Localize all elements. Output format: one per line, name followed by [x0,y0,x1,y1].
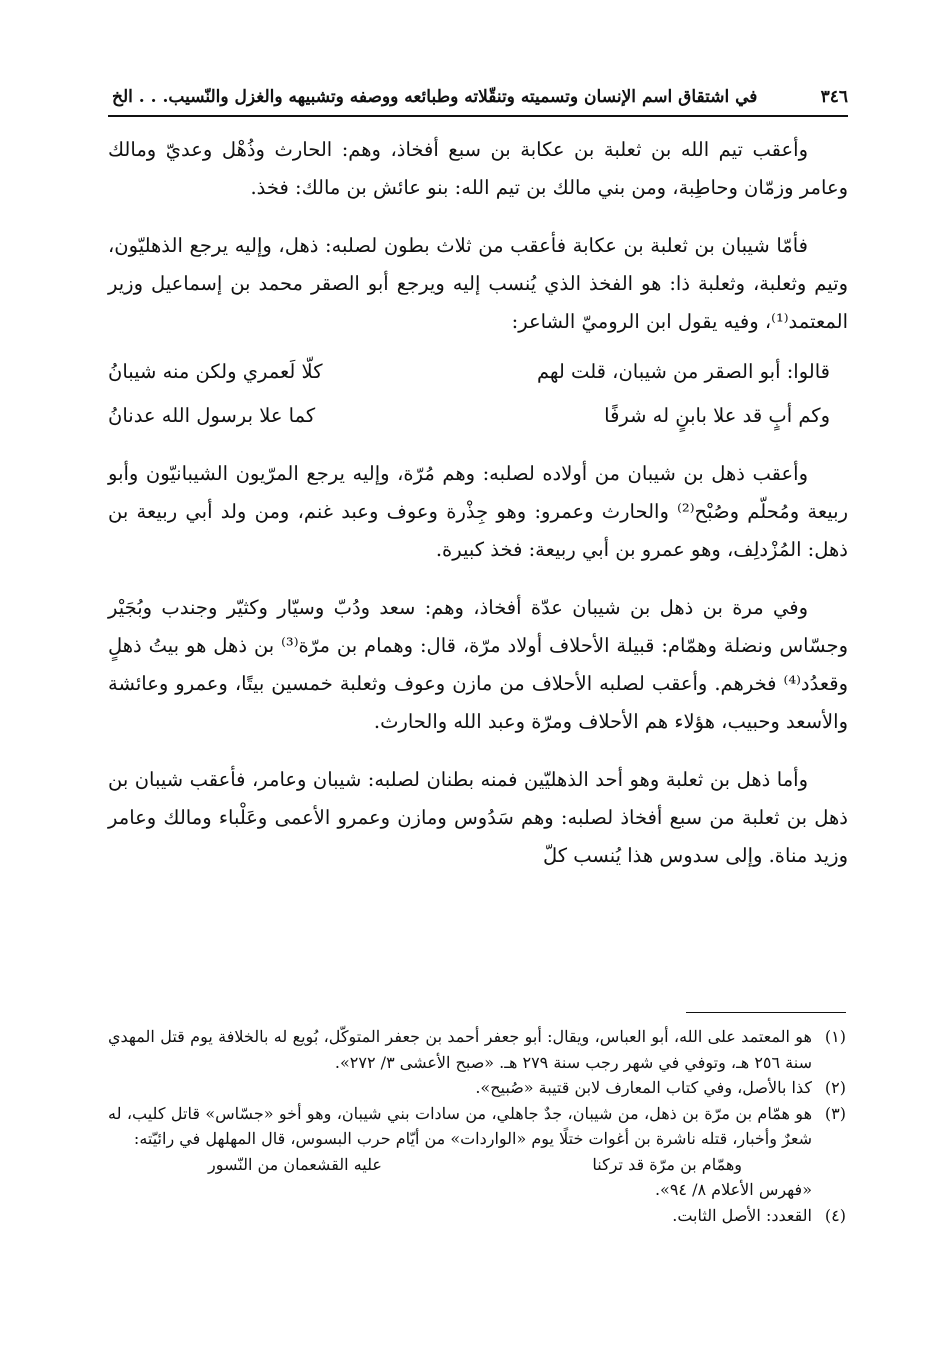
page-header [112,84,848,110]
paragraph-3: وأعقب ذهل بن شيبان من أولاده لصلبه: وهم مُرّة، وإليه يرجع المرّيون الشيبانيّون وأبو ربيعة ومُحلّم وصُبْح⁽²⁾ والحارث وعمرو: وهو جِذْرة وعوف وعبد غنم، ومن ولد أبي ربيعة بن ذهل: المُزْدلِف، وهو عمرو بن أبي ربيعة: فخذ كبيرة. [108,462,848,561]
footnote-text: هو المعتمد على الله، أبو العباس، ويقال: أبو جعفر أحمد بن جعفر المتوكّل، بُويع له بالخلافة يوم قتل المهدي سنة ٢٥٦ هـ، وتوفي في شهر رجب سنة ٢٧٩ هـ. «صبح الأعشى ٣/ ٢٧٢». [108,1027,812,1072]
paragraph-5: وأما ذهل بن ثعلبة وهو أحد الذهليّين فمنه بطنان لصلبه: شيبان وعامر، فأعقب شيبان بن ذهل بن ثعلبة من سبع أفخاذ لصلبه: وهم سَدُوس ومازن وعمرو الأعمى وعَلْباء ومالك وعامر وزيد مناة. وإلى سدوس هذا يُنسب كلّ [108,768,848,867]
footnote-text: كذا بالأصل، وفي كتاب المعارف لابن قتيبة «صُبيح». [475,1078,812,1097]
footnote-verse-second: عليه القشعمان من النّسور [208,1154,382,1174]
footnote-text: هو همّام بن مرّة بن ذهل، من شيبان، جدٌ جاهلي، من سادات بني شيبان، وهو أخو «جسّاس» قاتل كليب، له شعرٌ وأخبار، قتله ناشرة بن أغوات ختلًا يوم «الواردات» من أيّام حرب البسوس، قال المهلهل في رائيّته: [108,1103,812,1148]
header-divider [108,115,848,117]
footnote-source: «فهرس الأعلام ٨/ ٩٤». [654,1180,812,1199]
footnote-divider [686,1012,846,1013]
main-text [108,131,848,875]
footnote-1 [108,1024,846,1075]
verse-2-first-hemistich: وكم أبٍ قد علا بابنٍ له شرفًا [604,404,830,427]
verse-1-second-hemistich: كلّا لَعمري ولكن منه شيبانُ [108,360,323,383]
footnote-number: (٣) [824,1103,846,1123]
verse-2-second-hemistich: كما علا برسول الله عدنانُ [108,404,316,427]
footnote-number: (٢) [824,1078,846,1097]
footnote-2 [108,1075,846,1101]
footnote-4 [108,1203,846,1229]
footnote-verse-first: وهمّام بن مرّة قد تركنا [592,1154,742,1174]
footnote-number: (٤) [824,1205,846,1225]
footnote-verse [108,1152,812,1178]
footnote-text: القعدد: الأصل الثابت. [672,1205,812,1225]
paragraph-2: فأمّا شيبان بن ثعلبة بن عكابة فأعقب من ثلاث بطون لصلبه: ذهل، وإليه يرجع الذهليّون، وتيم وثعلبة، وثعلبة ذا: هو الفخذ الذي يُنسب إليه ويرجع أبو الصقر محمد بن إسماعيل وزير المعتمد⁽¹⁾، وفيه يقول ابن الروميّ الشاعر: [108,234,848,333]
paragraph-4: وفي مرة بن ذهل بن شيبان عدّة أفخاذ، وهم: سعد ودُبّ وسيّار وكثيّر وجندب وبُجَيْر وجسّاس ونضلة وهمّام: قبيلة الأحلاف أولاد مرّة، قال: وهمام بن مرّة⁽³⁾ بن ذهل هو بيتُ ذهلٍ وقعدُد⁽⁴⁾ فخرهم. وأعقب لصلبه الأحلاف من مازن وعوف وثعلبة خمسين بيتًا، وعمرو وعائشة والأسعد وحبيب، هؤلاء هم الأحلاف ومرّة وعبد الله والحارث. [108,596,848,733]
running-title: في اشتقاق اسم الإنسان وتسميته وتنقّلاته وطبائعه ووصفه وتشبيهه والغزل والنّسيب. . . الخ [112,87,758,107]
footnote-3 [108,1101,846,1203]
verse-line-2 [108,397,848,435]
paragraph-1: وأعقب تيم الله بن ثعلبة بن عكابة بن سبع أفخاذ، وهم: الحارث وذُهْل وعديّ ومالك وعامر وزمّان وحاطِبة، ومن بني مالك بن تيم الله: بنو عائش بن مالك: فخذ. [108,138,848,199]
verse-1-first-hemistich: قالوا: أبو الصقر من شيبان، قلت لهم [536,360,830,383]
page-number: ٣٤٦ [820,87,848,107]
footnote-number: (١) [824,1027,846,1046]
footnotes [108,1024,846,1228]
verse-line-1 [108,353,848,391]
